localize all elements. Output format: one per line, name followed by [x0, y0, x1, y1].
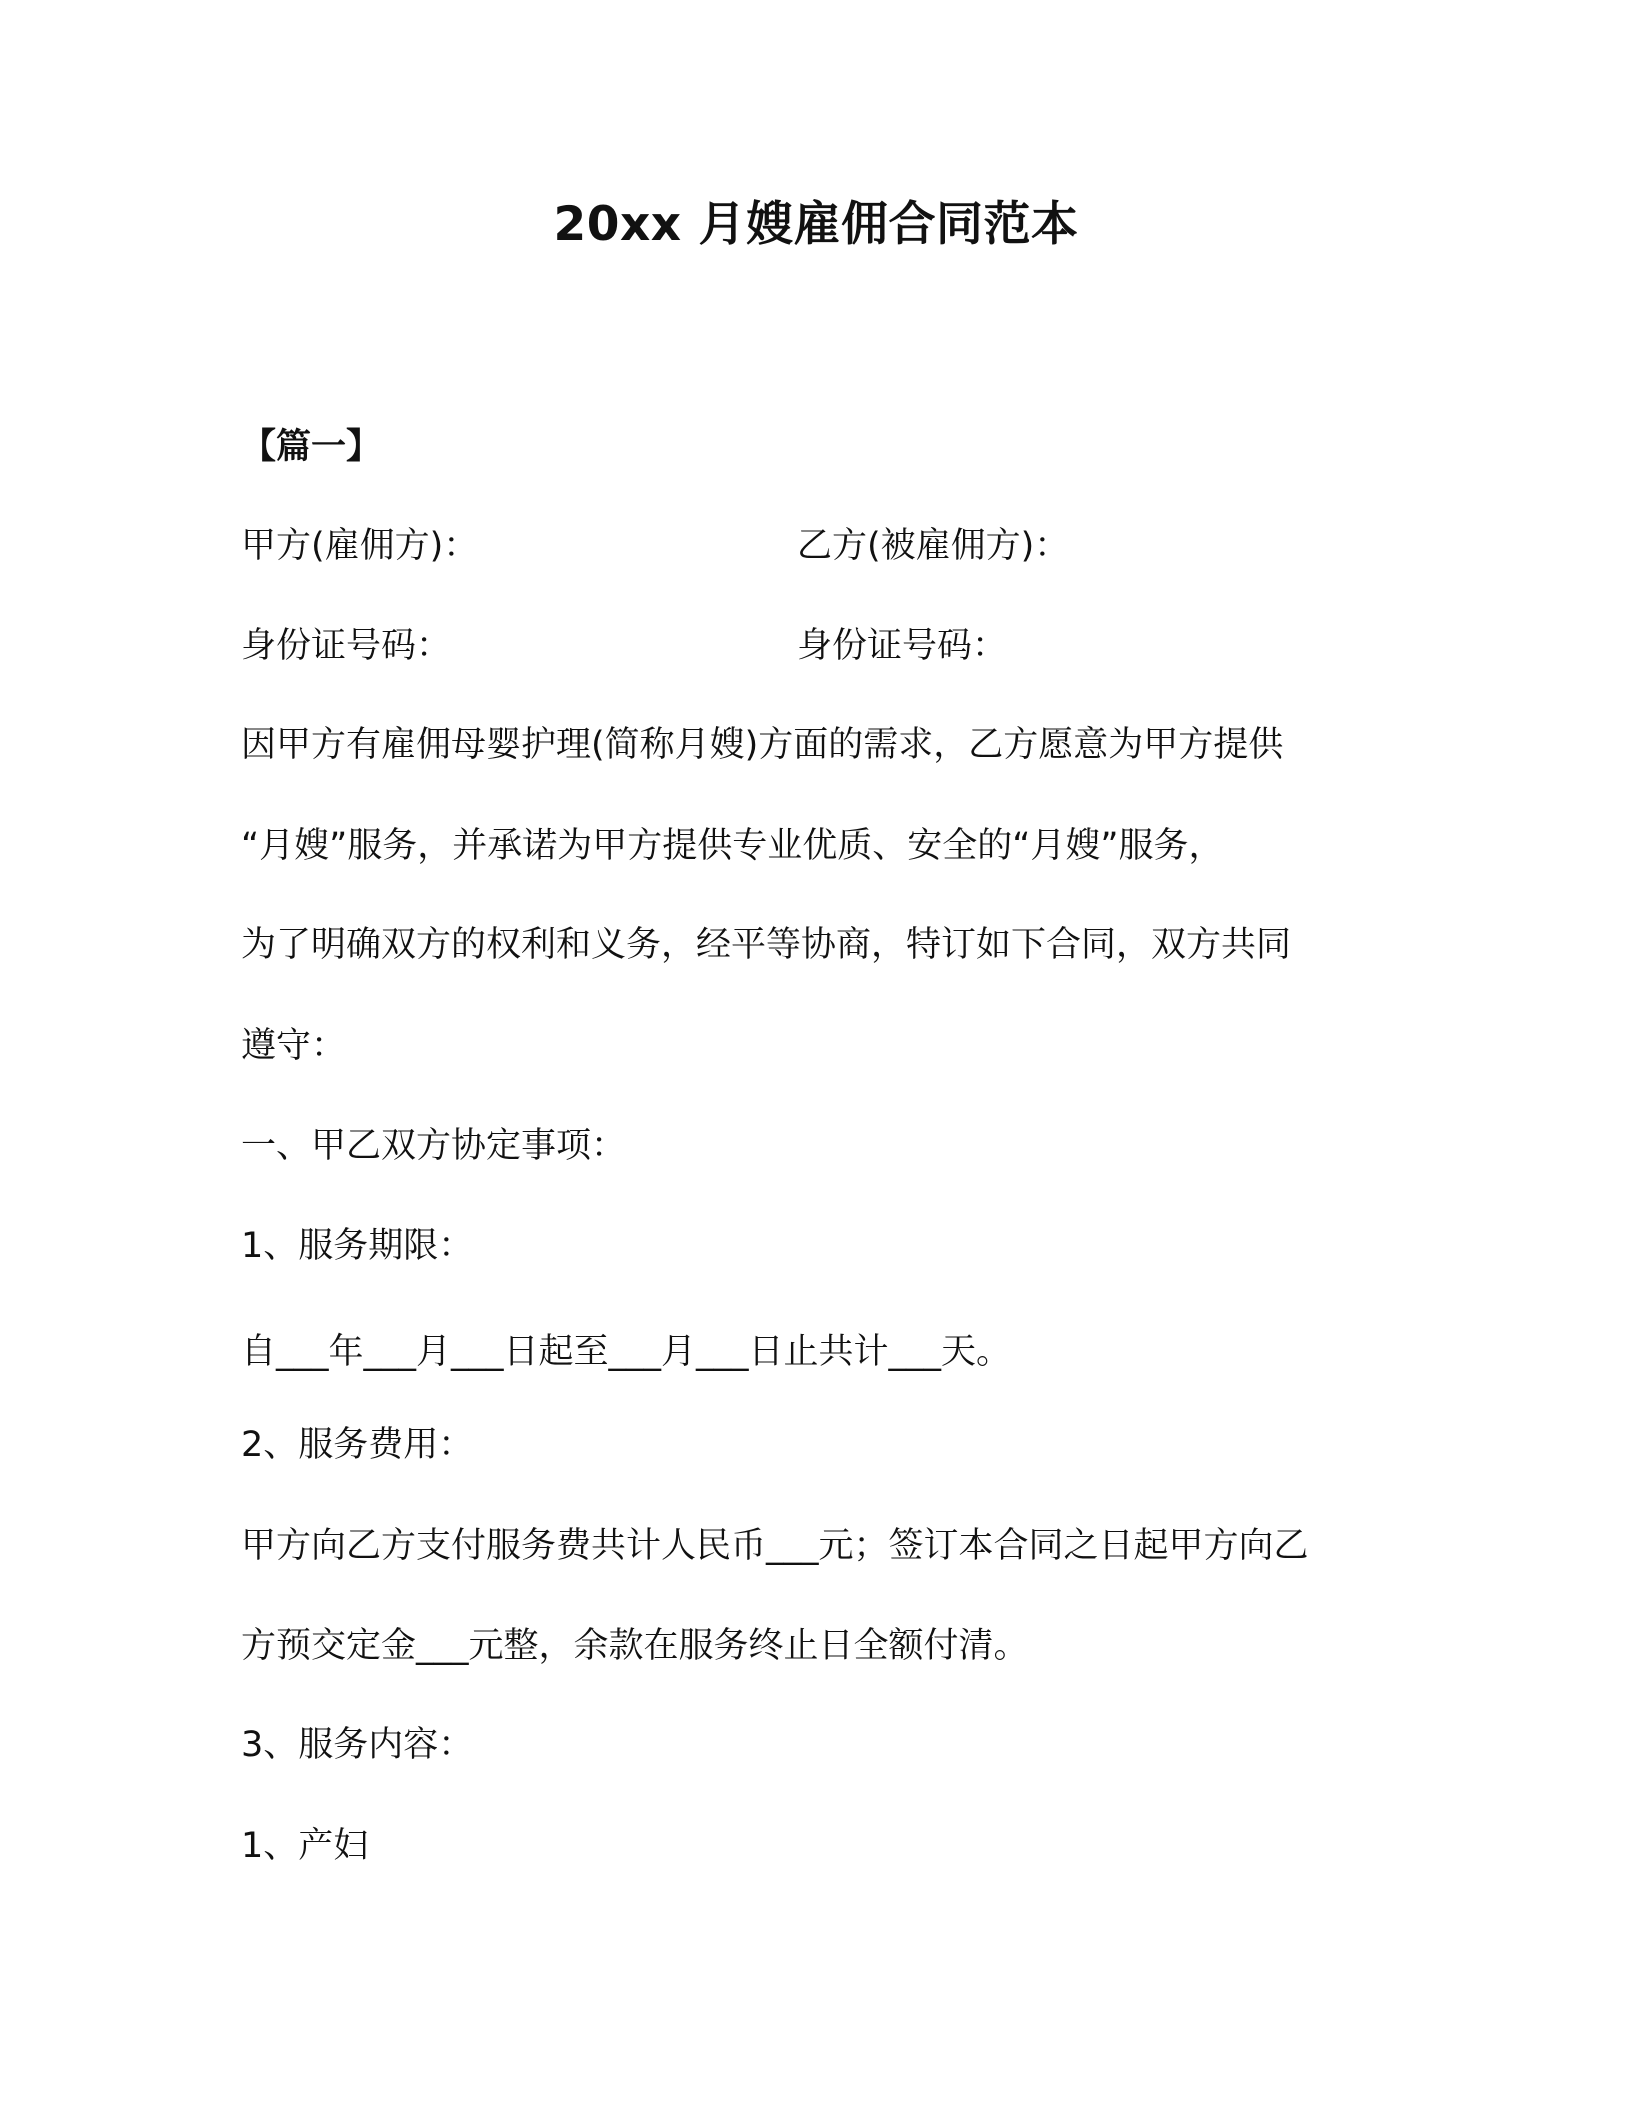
item-3-heading: 3、服务内容： — [241, 1725, 474, 1765]
section-label: 【篇一】 — [241, 427, 382, 467]
item-2-line: 甲方向乙方支付服务费共计人民币___元；签订本合同之日起甲方向乙 — [241, 1526, 1309, 1566]
item-2-line: 方预交定金___元整，余款在服务终止日全额付清。 — [241, 1626, 1029, 1666]
item-2-heading: 2、服务费用： — [241, 1425, 474, 1465]
party-a-id-label: 身份证号码： — [241, 626, 452, 666]
intro-line: 因甲方有雇佣母婴护理(简称月嫂)方面的需求，乙方愿意为甲方提供 — [241, 725, 1284, 765]
party-b-label: 乙方(被雇佣方)： — [797, 526, 1070, 566]
intro-line: “月嫂”服务，并承诺为甲方提供专业优质、安全的“月嫂”服务， — [241, 826, 1224, 866]
article-1-heading: 一、甲乙双方协定事项： — [241, 1126, 627, 1166]
party-b-id-label: 身份证号码： — [797, 626, 1008, 666]
intro-line: 遵守： — [241, 1026, 347, 1066]
item-1-heading: 1、服务期限： — [241, 1226, 474, 1266]
intro-line: 为了明确双方的权利和义务，经平等协商，特订如下合同，双方共同 — [241, 925, 1292, 965]
item-1-text: 自___年___月___日起至___月___日止共计___天。 — [241, 1332, 1012, 1372]
item-3-sub-1: 1、产妇 — [241, 1826, 369, 1866]
party-a-label: 甲方(雇佣方)： — [241, 526, 479, 566]
document-title: 20xx 月嫂雇佣合同范本 — [553, 197, 1079, 252]
